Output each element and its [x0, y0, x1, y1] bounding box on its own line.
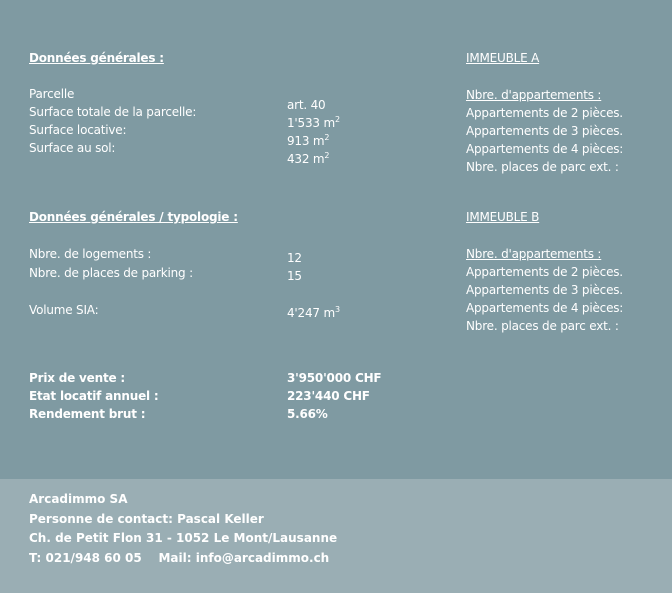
building-b-item: Appartements de 3 pièces.: [466, 283, 623, 297]
building-a-subtitle: Nbre. d'appartements :: [466, 88, 602, 102]
building-b-item: Appartements de 4 pièces:: [466, 301, 624, 315]
building-b-subtitle: Nbre. d'appartements :: [466, 247, 602, 261]
building-b-title: IMMEUBLE B: [466, 210, 540, 224]
value-surface-sol: 432 $m^2$: [287, 151, 330, 166]
label-rendement: Rendement brut :: [29, 407, 146, 421]
company-name: Arcadimmo SA: [29, 492, 128, 506]
building-b-list: [466, 245, 623, 335]
value-prix: 3'950'000 CHF: [287, 371, 382, 385]
value-etat-locatif: 223'440 CHF: [287, 389, 370, 403]
building-a-item: Appartements de 4 pièces:: [466, 142, 624, 156]
value-parcelle: art. 40: [287, 98, 326, 112]
phone: T: 021/948 60 05: [29, 550, 142, 565]
general-title: Données générales :: [29, 51, 164, 65]
building-a-item: Appartements de 3 pièces.: [466, 124, 623, 138]
building-a-item: Nbre. places de parc ext. :: [466, 160, 619, 174]
label-logements: Nbre. de logements :: [29, 247, 152, 261]
value-surface-locative: 913 $m^2$: [287, 133, 330, 148]
building-b-item: Appartements de 2 pièces.: [466, 265, 623, 279]
typology-title: Données générales / typologie :: [29, 210, 238, 224]
label-surface-sol: Surface au sol:: [29, 141, 116, 155]
contact-footer: [0, 479, 672, 593]
label-surface-totale: Surface totale de la parcelle:: [29, 105, 197, 119]
general-values: [287, 96, 340, 168]
label-volume: Volume SIA:: [29, 303, 99, 317]
building-a-title: IMMEUBLE A: [466, 51, 540, 65]
building-a-list: [466, 86, 623, 176]
general-labels: [29, 85, 196, 157]
building-b-item: Nbre. places de parc ext. :: [466, 319, 619, 333]
mail-link[interactable]: Mail: info@arcadimmo.ch: [158, 550, 330, 565]
label-surface-locative: Surface locative:: [29, 123, 127, 137]
contact-person: Personne de contact: Pascal Keller: [29, 511, 264, 526]
footer-lines: [29, 490, 337, 568]
address: Ch. de Petit Flon 31 - 1052 Le Mont/Lausanne: [29, 531, 338, 545]
value-rendement: 5.66%: [287, 407, 328, 421]
label-prix: Prix de vente :: [29, 371, 126, 385]
label-parking: Nbre. de places de parking :: [29, 266, 193, 280]
value-parking: 15: [287, 269, 302, 283]
value-volume: 4'247 $m^3$: [287, 305, 340, 320]
phone-mail-line: [29, 549, 337, 569]
value-logements: 12: [287, 251, 302, 265]
label-parcelle: Parcelle: [29, 87, 75, 101]
value-surface-totale: 1'533 $m^2$: [287, 115, 340, 130]
label-etat-locatif: Etat locatif annuel :: [29, 389, 159, 403]
building-a-item: Appartements de 2 pièces.: [466, 106, 623, 120]
